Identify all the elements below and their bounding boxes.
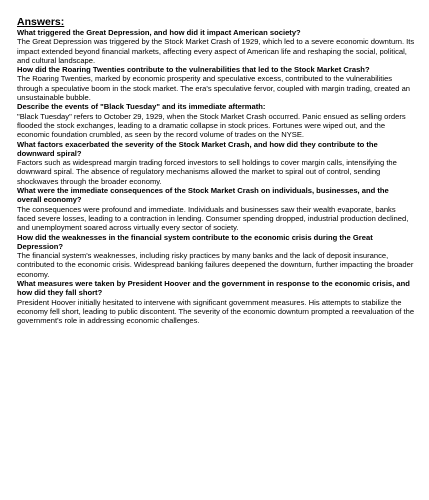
answer-3: "Black Tuesday" refers to October 29, 1929, when the Stock Market Crash occurred. Panic ensued as selling orders flooded the stock exchanges, leading to a dramatic collapse in stock prices. Fortunes were wiped out, and the economic foundation crumbled, as seen by the record volume of trades on the NYSE. (17, 111, 406, 140)
qa-item-3 (17, 102, 415, 139)
answer-4: Factors such as widespread margin trading forced investors to sell holdings to cover margin calls, intensifying the downward spiral. The absence of regulatory mechanisms allowed the market to spiral out of control, sending shockwaves through the broader economy. (17, 158, 397, 186)
question-7: What measures were taken by President Hoover and the government in response to the economic crisis, and how did they fall short? (17, 279, 410, 298)
question-2: How did the Roaring Twenties contribute to the vulnerabilities that led to the Stock Market Crash? (17, 65, 370, 75)
qa-item-4 (17, 140, 415, 186)
qa-item-1 (17, 28, 415, 65)
answer-2: The Roaring Twenties, marked by economic prosperity and speculative excess, contributed to the vulnerabilities through a speculative boom in the stock market. The era's speculative fervor, coupled with margin trading, created an unsustainable bubble. (17, 74, 411, 103)
qa-item-6 (17, 233, 415, 279)
qa-item-5 (17, 186, 415, 232)
answer-6: The financial system's weaknesses, including risky practices by many banks and the lack of deposit insurance, contributed to the economic crisis. Widespread banking failures deepened the downturn, further impacting the broader economy. (17, 251, 414, 279)
answers-heading: Answers: (17, 16, 65, 28)
answer-7: President Hoover initially hesitated to intervene with significant government measures. His attempts to stabilize the economy fell short, leading to public discontent. The severity of the economic downturn prompted a reevaluation of the government's role in addressing economic challenges. (17, 297, 415, 326)
question-3: Describe the events of "Black Tuesday" and its immediate aftermath: (17, 102, 266, 112)
qa-item-7 (17, 279, 415, 325)
document-page (17, 16, 415, 326)
question-4: What factors exacerbated the severity of the Stock Market Crash, and how did they contribute to the downward spiral? (17, 139, 378, 158)
answer-5: The consequences were profound and immediate. Individuals and businesses saw their wealth evaporate, banks faced severe losses, leading to a contraction in lending. Consumer spending dropped, industrial production declined, and unemployment soared across virtually every sector of society. (17, 204, 409, 233)
answer-1: The Great Depression was triggered by the Stock Market Crash of 1929, which led to a severe economic downturn. Its impact extended beyond financial markets, affecting every aspect of American life and reshaping the social, political, and cultural landscape. (17, 37, 415, 65)
question-1: What triggered the Great Depression, and how did it impact American society? (17, 28, 301, 37)
question-5: What were the immediate consequences of the Stock Market Crash on individuals, businesses, and the overall economy? (17, 186, 389, 205)
question-6: How did the weaknesses in the financial system contribute to the economic crisis during the Great Depression? (17, 232, 373, 251)
qa-item-2 (17, 65, 415, 102)
